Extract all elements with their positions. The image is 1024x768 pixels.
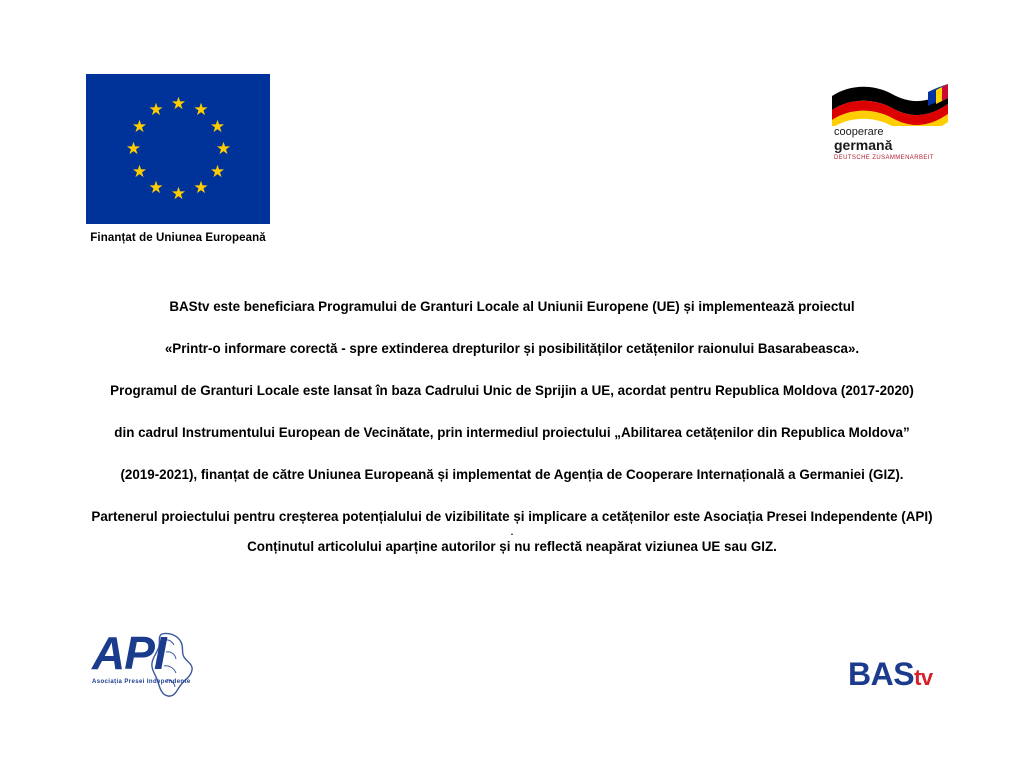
eu-logo-block (86, 74, 270, 244)
bastv-wordmark (848, 658, 948, 694)
bastv-wordmark-main: BAS (848, 656, 915, 692)
german-cooperation-wordmark (834, 126, 944, 163)
giz-line-3: DEUTSCHE ZUSAMMENARBEIT (834, 155, 934, 161)
giz-line-2: germană (834, 137, 893, 153)
giz-line-1: cooperare (834, 126, 884, 138)
disclaimer-line-1: BAStv este beneficiara Programului de Granturi Locale al Uniunii Europene (UE) și implementează proiectul (169, 299, 855, 314)
german-moldovan-flag-ribbon-icon (830, 82, 960, 126)
api-logo-block (92, 627, 197, 710)
api-wordmark-text: API (92, 627, 166, 679)
disclaimer-final-line: Conținutul articolului aparține autorilor și nu reflectă neapărat viziunea UE sau GIZ. (247, 539, 777, 554)
disclaimer-text-block (0, 300, 1024, 582)
moldova-map-outline-icon (148, 632, 196, 698)
disclaimer-separator: . (510, 527, 514, 537)
api-subtitle: Asociația Presei Independente (92, 679, 191, 685)
disclaimer-line-6: Partenerul proiectului pentru creșterea potențialului de vizibilitate și implicare a cetățenilor este Asociația Presei Independente (API) (91, 509, 933, 524)
disclaimer-line-3: Programul de Granturi Locale este lansat în baza Cadrului Unic de Sprijin a UE, acordat pentru Republica Moldova (2017-2020) (110, 383, 914, 398)
eu-funding-caption: Finanțat de Uniunea Europeană (90, 232, 266, 244)
disclaimer-line-5: (2019-2021), finanțat de către Uniunea Europeană și implementat de Agenția de Cooperare Internațională a Germaniei (GIZ). (120, 467, 904, 482)
disclaimer-line-4: din cadrul Instrumentului European de Vecinătate, prin intermediul proiectului „Abilitarea cetățenilor din Republica Moldova” (114, 425, 910, 440)
german-cooperation-logo-block (830, 78, 960, 178)
bastv-wordmark-accent: tv (914, 665, 933, 690)
european-union-flag-icon: ★ ★ ★ ★ ★ ★ ★ ★ ★ ★ ★ ★ (86, 74, 270, 224)
disclaimer-line-2: «Printr-o informare corectă - spre extinderea drepturilor și posibilităților cetățenilor raionului Basarabeasca». (164, 341, 860, 356)
bastv-logo-block (848, 658, 948, 698)
